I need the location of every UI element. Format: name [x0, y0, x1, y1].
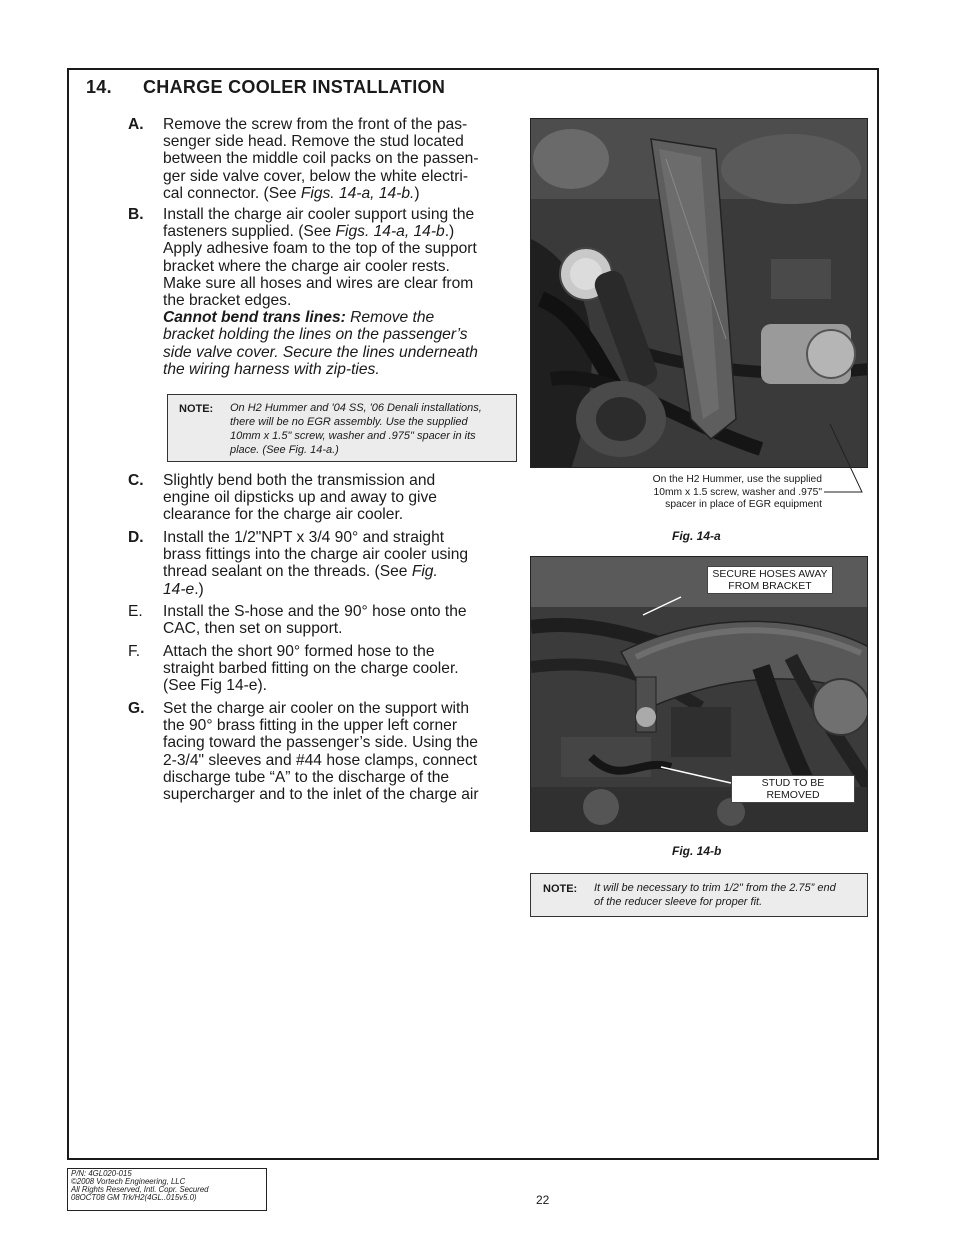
figure-14b-caption: Fig. 14-b: [672, 844, 722, 858]
step-line: facing toward the passenger’s side. Using the: [163, 734, 478, 752]
section-title: CHARGE COOLER INSTALLATION: [143, 77, 446, 97]
leader-line-14a: [820, 420, 870, 500]
step-b: [128, 206, 518, 378]
step-line: (See Fig 14-e).: [163, 677, 268, 695]
step-line: brass fittings into the charge air cooler using: [163, 546, 469, 564]
step-line: Slightly bend both the transmission and: [163, 472, 436, 489]
warning-line: side valve cover. Secure the lines underneath: [163, 343, 478, 361]
step-line: the 90° brass fitting in the upper left corner: [163, 717, 458, 735]
step-line: Make sure all hoses and wires are clear from: [163, 274, 474, 292]
copyright-line: ©2008 Vortech Engineering, LLC: [71, 1177, 186, 1186]
note-box: [530, 873, 868, 917]
section-number: 14.: [86, 77, 112, 97]
step-line: between the middle coil packs on the passen-: [163, 150, 479, 168]
step-line: Install the 1/2"NPT x 3/4 90° and straight: [163, 529, 445, 546]
figure-14a-caption: Fig. 14-a: [672, 529, 721, 543]
figure-reference: Figs. 14-a, 14-b: [335, 223, 445, 241]
warning-line: Cannot bend trans lines: Remove the: [163, 309, 435, 327]
figure-reference: Figs. 14-a, 14-b.: [300, 184, 415, 202]
step-f: [128, 643, 518, 695]
step-d: [128, 529, 518, 598]
step-c: [128, 472, 518, 524]
step-line: Apply adhesive foam to the top of the support: [163, 240, 477, 258]
figure-reference: 14-e: [163, 580, 195, 598]
step-a: [128, 116, 518, 202]
step-label: B.: [128, 206, 144, 223]
step-line: bracket where the charge air cooler rests.: [163, 257, 450, 275]
revision-line: 08OCT08 GM Trk/H2(4GL..015v5.0): [71, 1193, 197, 1202]
copyright-line: All Rights Reserved, Intl. Copr. Secured: [71, 1185, 209, 1194]
step-line: discharge tube “A” to the discharge of the: [163, 768, 450, 786]
page-number: 22: [536, 1193, 550, 1207]
callout-stud-removed: STUD TO BE REMOVED: [731, 775, 855, 803]
step-line: Install the charge air cooler support using the: [163, 206, 475, 223]
step-line: cal connector. (See Figs. 14-a, 14-b.): [163, 184, 420, 202]
step-line: supercharger and to the inlet of the charge air: [163, 786, 479, 804]
step-line: the bracket edges.: [163, 292, 292, 310]
part-number: P/N: 4GL020-015: [71, 1169, 132, 1178]
step-e: [128, 603, 518, 637]
step-label: F.: [128, 643, 141, 660]
step-line: Set the charge air cooler on the support with: [163, 700, 469, 717]
step-line: fasteners supplied. (See Figs. 14-a, 14-b.): [163, 223, 455, 241]
step-line: senger side head. Remove the stud located: [163, 133, 464, 151]
warning-line: bracket holding the lines on the passenger’s: [163, 326, 468, 344]
note-label: NOTE:: [543, 883, 578, 895]
note-box: [167, 394, 517, 462]
note-text: On H2 Hummer and '04 SS, '06 Denali installations, there will be no EGR assembly. Use the supplied 10mm x 1.5" screw, washer and .975" spacer in its place. (See Fig. 14-a.): [230, 402, 482, 456]
step-line: 2-3/4" sleeves and #44 hose clamps, connect: [163, 751, 478, 769]
step-line: Install the S-hose and the 90° hose onto the: [163, 603, 467, 620]
engine-bay-photo-a: [531, 119, 868, 468]
footer-copyright-box: [67, 1168, 267, 1211]
figure-reference: Fig.: [411, 563, 438, 581]
step-line: clearance for the charge air cooler.: [163, 506, 404, 524]
step-label: A.: [128, 116, 144, 133]
warning-title: Cannot bend trans lines:: [163, 309, 346, 327]
step-label: D.: [128, 529, 144, 546]
step-label: G.: [128, 700, 145, 717]
callout-secure-hoses: SECURE HOSES AWAY FROM BRACKET: [707, 566, 833, 594]
step-line: ger side valve cover, below the white electri-: [163, 167, 469, 185]
note-label: NOTE:: [179, 403, 214, 415]
step-line: straight barbed fitting on the charge cooler.: [163, 660, 459, 678]
step-line: engine oil dipsticks up and away to give: [163, 489, 437, 507]
step-line: thread sealant on the threads. (See Fig.: [163, 563, 438, 581]
step-g: [128, 700, 518, 803]
step-label: E.: [128, 603, 143, 620]
step-line: CAC, then set on support.: [163, 620, 343, 638]
step-line: 14-e.): [163, 580, 204, 598]
step-label: C.: [128, 472, 144, 489]
note-text: It will be necessary to trim 1/2" from the 2.75” end of the reducer sleeve for proper fit.: [594, 882, 836, 908]
figure-14a-sidenote: On the H2 Hummer, use the supplied 10mm x 1.5 screw, washer and .975" spacer in place of EGR equipment: [652, 474, 822, 510]
step-line: Attach the short 90° formed hose to the: [163, 643, 435, 660]
warning-line: the wiring harness with zip-ties.: [163, 360, 380, 378]
step-line: Remove the screw from the front of the pas-: [163, 116, 468, 133]
figure-14a-photo: [530, 118, 868, 468]
